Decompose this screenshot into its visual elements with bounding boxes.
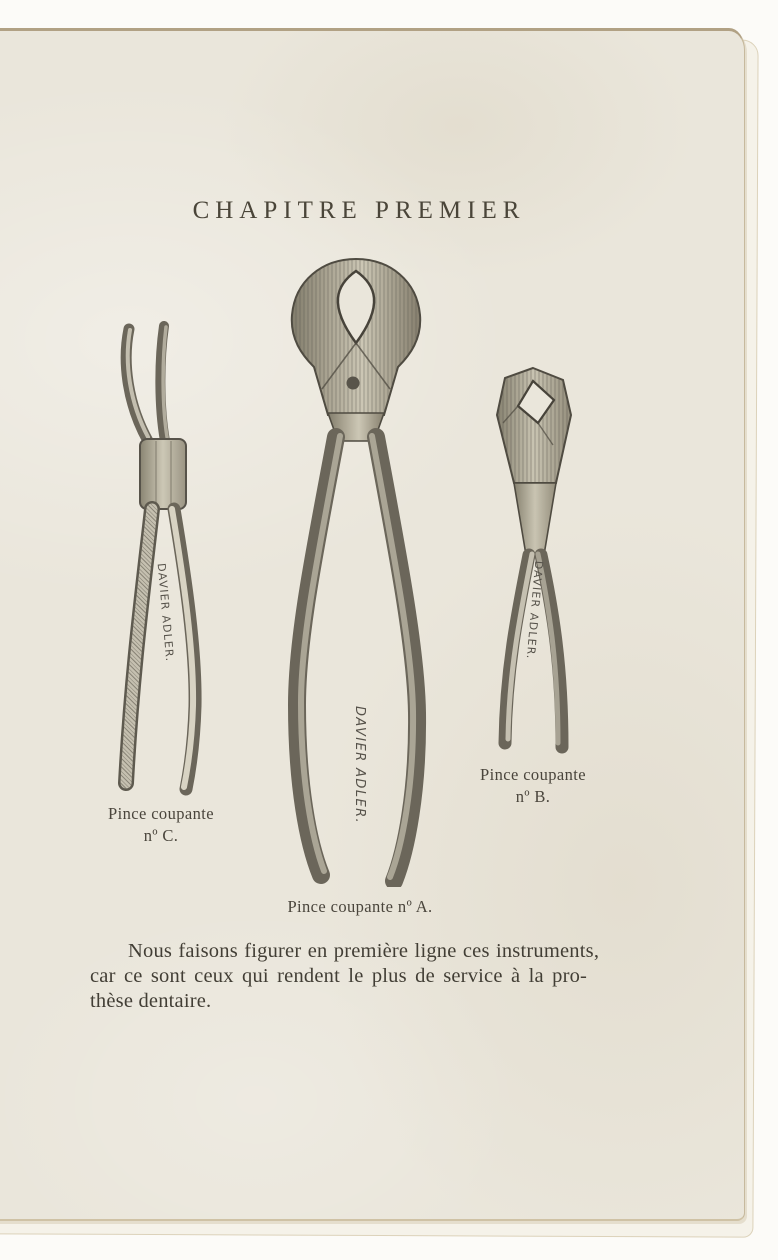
engraving-maker-label-a: DAVIER ADLER. — [352, 705, 367, 825]
caption-pince-b-line2: nº B. — [515, 787, 551, 807]
forceps-c-illustration — [104, 321, 219, 796]
caption-pince-b — [438, 764, 628, 809]
body-paragraph — [90, 939, 704, 1014]
chapter-title: CHAPITRE PREMIER — [192, 197, 526, 224]
caption-pince-c — [66, 803, 256, 848]
pliers-b-illustration — [477, 365, 589, 755]
caption-pince-a — [260, 896, 460, 918]
paragraph-line-2: car ce sont ceux qui rendent le plus de service à la pro- — [90, 965, 588, 987]
engraving-maker-label-c: DAVIER ADLER. — [154, 562, 176, 663]
caption-pince-a-line1: Pince coupante nº A. — [287, 897, 433, 916]
book-page — [0, 28, 745, 1221]
paragraph-line-3: thèse dentaire. — [90, 990, 212, 1012]
pliers-a-illustration — [270, 255, 450, 887]
engraving-maker-label-b: DAVIER ADLER. — [523, 560, 546, 661]
caption-pince-c-line1: Pince coupante — [108, 804, 214, 823]
paragraph-line-1: Nous faisons figurer en première ligne ces instruments, — [128, 940, 600, 962]
figure-pince-c — [66, 321, 256, 848]
figure-pince-a — [260, 255, 460, 918]
caption-pince-b-line1: Pince coupante — [480, 765, 586, 784]
caption-pince-c-line2: nº C. — [143, 826, 179, 846]
figure-pince-b — [438, 365, 628, 809]
